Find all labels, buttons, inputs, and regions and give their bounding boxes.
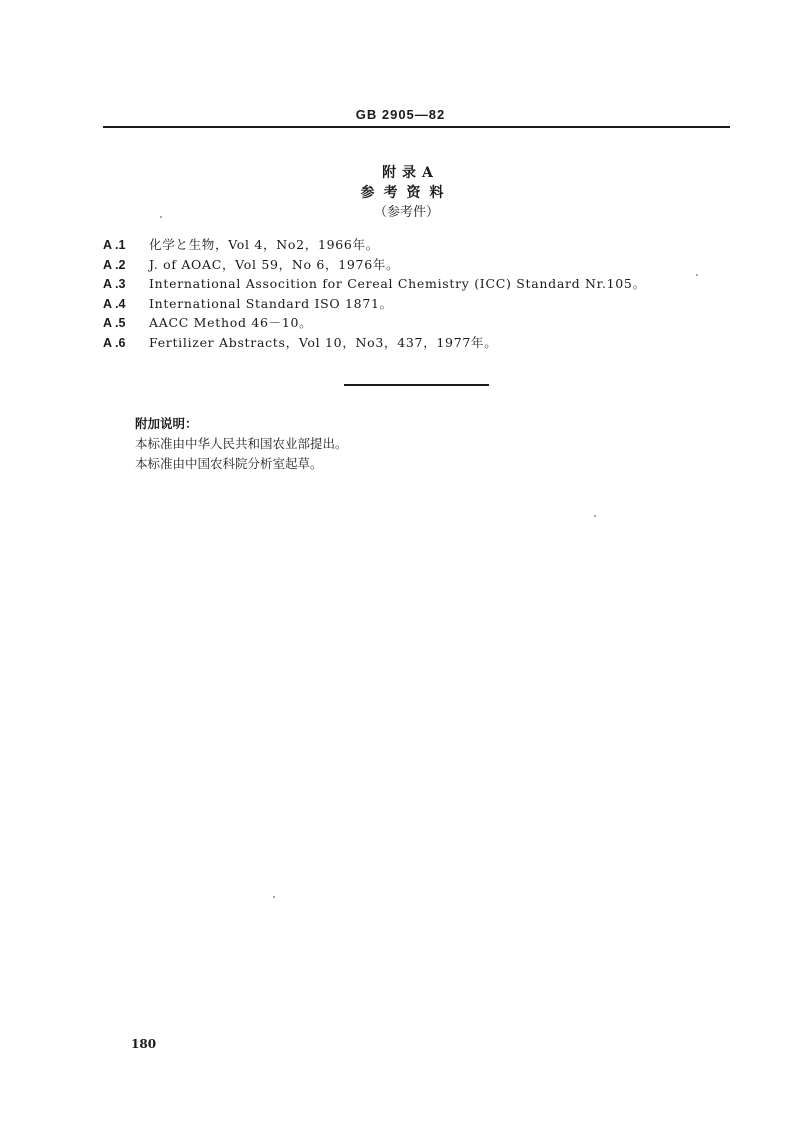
reference-item — [103, 256, 723, 274]
reference-text: 化学と生物，Vol 4，No2，1966年。 — [149, 237, 379, 252]
reference-text: J. of AOAC，Vol 59，No 6，1976年。 — [149, 256, 400, 272]
reference-text: AACC Method 46－10。 — [149, 315, 313, 331]
additional-notes — [135, 414, 348, 474]
notes-heading: 附加说明： — [135, 416, 198, 431]
scan-speck — [273, 896, 275, 898]
reference-number: A .1 — [103, 238, 126, 252]
reference-text: International Standard ISO 1871。 — [149, 295, 393, 311]
reference-number: A .4 — [103, 296, 126, 311]
reference-number: A .5 — [103, 316, 126, 331]
reference-item — [103, 314, 723, 332]
reference-number: A .6 — [103, 335, 126, 350]
reference-list — [103, 236, 723, 354]
reference-item — [103, 295, 723, 313]
notes-line: 本标准由中国农科院分析室起草。 — [135, 456, 323, 471]
scan-speck — [160, 216, 162, 218]
reference-item — [103, 275, 723, 293]
header-rule — [103, 126, 730, 128]
reference-number: A .3 — [103, 277, 126, 292]
reference-item — [103, 334, 723, 352]
page-number: 180 — [131, 1037, 157, 1051]
scan-speck — [696, 274, 698, 276]
appendix-type: （参考件） — [373, 205, 439, 220]
section-divider — [344, 384, 489, 386]
reference-number: A .2 — [103, 257, 126, 272]
appendix-title: 参考资料 — [360, 185, 453, 201]
reference-item — [103, 236, 723, 254]
scan-speck — [594, 515, 596, 517]
standard-code: GB 2905—82 — [355, 107, 446, 122]
appendix-label: 附录A — [382, 165, 439, 181]
reference-text: International Assocition for Cereal Chemistry (ICC) Standard Nr.105。 — [149, 276, 646, 292]
reference-text: Fertilizer Abstracts，Vol 10，No3，437，1977年。 — [149, 334, 498, 350]
appendix-heading — [0, 163, 801, 223]
notes-line: 本标准由中华人民共和国农业部提出。 — [135, 436, 348, 451]
